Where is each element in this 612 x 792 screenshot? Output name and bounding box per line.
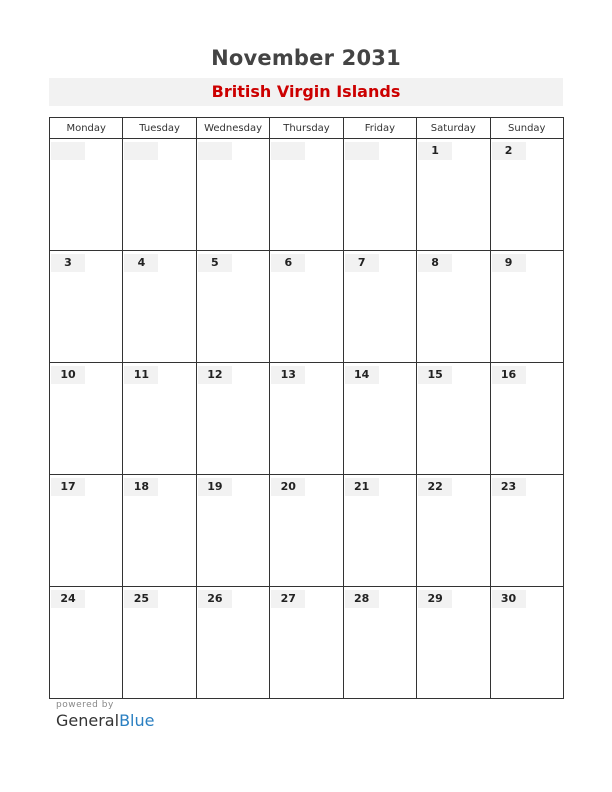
day-cell (343, 139, 416, 251)
day-number: 13 (271, 366, 305, 384)
day-number: 19 (198, 478, 232, 496)
brand-name-blue: Blue (119, 711, 155, 730)
calendar-grid (49, 117, 564, 699)
day-number: 25 (124, 590, 158, 608)
day-cell (343, 363, 416, 475)
week-row-1 (50, 139, 564, 251)
day-number: 5 (198, 254, 232, 272)
day-cell (123, 139, 196, 251)
weekday-wednesday: Wednesday (196, 118, 269, 139)
day-cell (50, 251, 123, 363)
day-cell (417, 251, 490, 363)
day-number: 22 (418, 478, 452, 496)
day-number (198, 142, 232, 160)
day-cell (196, 139, 269, 251)
day-cell (270, 475, 343, 587)
day-number: 1 (418, 142, 452, 160)
day-cell (490, 475, 563, 587)
day-number: 26 (198, 590, 232, 608)
weekday-sunday: Sunday (490, 118, 563, 139)
footer-branding (56, 700, 154, 730)
day-number: 16 (492, 366, 526, 384)
day-cell (417, 587, 490, 699)
day-number: 2 (492, 142, 526, 160)
week-row-5 (50, 587, 564, 699)
day-cell (123, 251, 196, 363)
day-cell (50, 587, 123, 699)
week-row-3 (50, 363, 564, 475)
day-number: 14 (345, 366, 379, 384)
weekday-header-row (50, 118, 564, 139)
weekday-thursday: Thursday (270, 118, 343, 139)
day-cell (417, 475, 490, 587)
day-cell (490, 363, 563, 475)
weekday-tuesday: Tuesday (123, 118, 196, 139)
day-number: 29 (418, 590, 452, 608)
day-cell (270, 139, 343, 251)
day-cell (50, 139, 123, 251)
page-title: November 2031 (211, 46, 401, 70)
brand-logo (56, 711, 154, 730)
day-cell (123, 475, 196, 587)
day-cell (270, 587, 343, 699)
day-number: 20 (271, 478, 305, 496)
day-cell (490, 139, 563, 251)
day-number (271, 142, 305, 160)
day-cell (417, 139, 490, 251)
day-number: 10 (51, 366, 85, 384)
day-number: 30 (492, 590, 526, 608)
day-cell (417, 363, 490, 475)
day-number: 4 (124, 254, 158, 272)
day-number: 8 (418, 254, 452, 272)
day-cell (196, 363, 269, 475)
day-number: 18 (124, 478, 158, 496)
day-number: 11 (124, 366, 158, 384)
week-row-2 (50, 251, 564, 363)
day-cell (196, 251, 269, 363)
day-cell (343, 251, 416, 363)
day-cell (123, 587, 196, 699)
day-number: 24 (51, 590, 85, 608)
day-cell (196, 587, 269, 699)
day-number: 12 (198, 366, 232, 384)
day-cell (50, 363, 123, 475)
region-subtitle: British Virgin Islands (49, 78, 563, 106)
day-cell (270, 363, 343, 475)
day-cell (196, 475, 269, 587)
day-cell (343, 587, 416, 699)
week-row-4 (50, 475, 564, 587)
day-number: 27 (271, 590, 305, 608)
day-cell (123, 363, 196, 475)
day-number: 3 (51, 254, 85, 272)
weekday-friday: Friday (343, 118, 416, 139)
day-number: 28 (345, 590, 379, 608)
day-cell (490, 587, 563, 699)
day-number (124, 142, 158, 160)
weekday-monday: Monday (50, 118, 123, 139)
powered-by-label: powered by (56, 700, 114, 710)
day-number: 9 (492, 254, 526, 272)
day-number (345, 142, 379, 160)
day-number: 15 (418, 366, 452, 384)
brand-name-general: General (56, 711, 120, 730)
day-number (51, 142, 85, 160)
day-number: 6 (271, 254, 305, 272)
weekday-saturday: Saturday (417, 118, 490, 139)
day-cell (490, 251, 563, 363)
day-number: 21 (345, 478, 379, 496)
day-cell (50, 475, 123, 587)
day-number: 23 (492, 478, 526, 496)
day-number: 17 (51, 478, 85, 496)
day-number: 7 (345, 254, 379, 272)
day-cell (270, 251, 343, 363)
day-cell (343, 475, 416, 587)
